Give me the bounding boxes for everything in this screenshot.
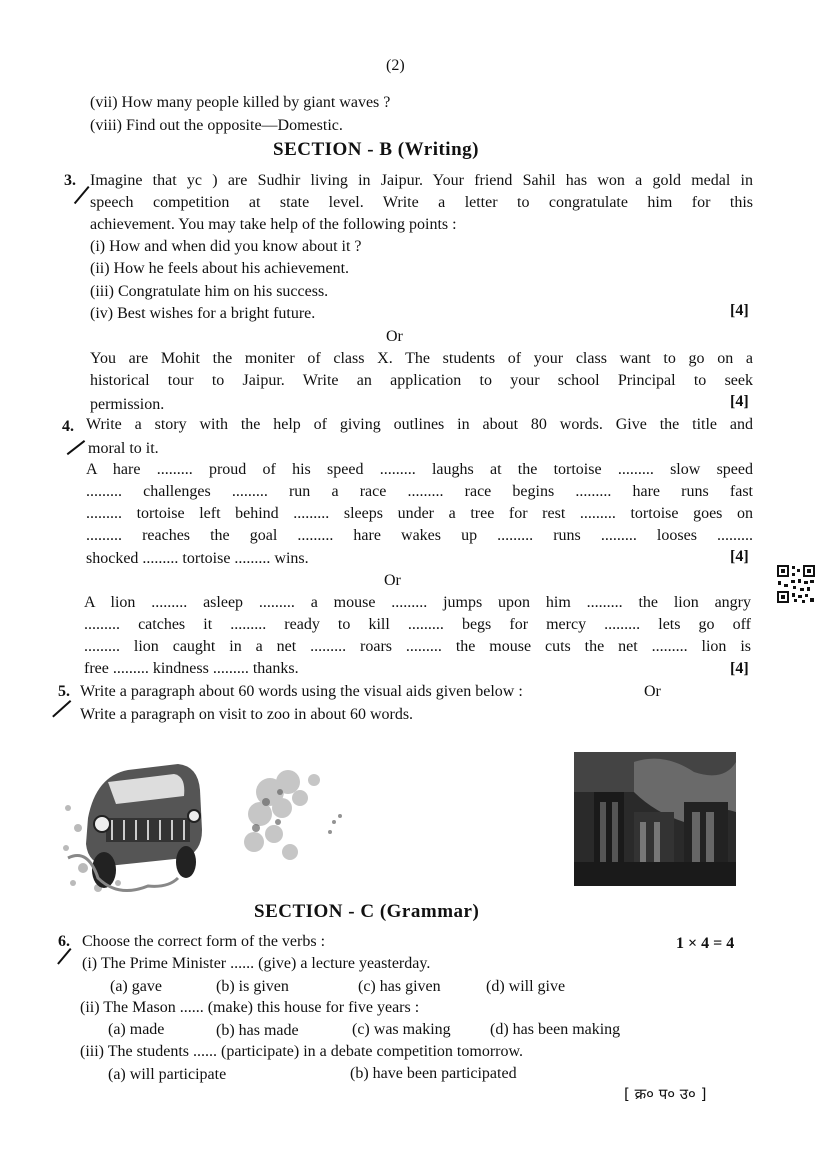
q3-point-3: (iii) Congratulate him on his success. [90, 283, 329, 300]
q5-line-1: Write a paragraph about 60 words using the visual aids given below : [80, 683, 523, 700]
page-number: (2) [386, 57, 405, 74]
q4-story1-line-1: A hare ......... proud of his speed ......... laughs at the tortoise ......... slow speed [86, 461, 753, 478]
q6-item-1-option-b: (b) is given [216, 978, 289, 995]
q6-item-1-question: (i) The Prime Minister ...... (give) a lecture yeasterday. [82, 955, 431, 972]
q3-marks: [4] [730, 302, 749, 319]
q6-item-2-option-d: (d) has been making [490, 1021, 621, 1038]
q4-story2-line-2: ......... catches it ......... ready to kill ......... begs for mercy ......... lets go off [84, 616, 751, 633]
q3-line-1: Imagine that yc ) are Sudhir living in Jaipur. Your friend Sahil has won a gold medal in [90, 172, 753, 189]
q5-or: Or [644, 683, 661, 700]
q6-number: 6. [58, 933, 70, 950]
q6-marks: 1 × 4 = 4 [676, 935, 735, 952]
q5-number: 5. [58, 683, 70, 700]
q3-tick-mark [74, 186, 90, 204]
q4-story1-line-2: ......... challenges ......... run a race ......... race begins ......... hare runs fast [86, 483, 753, 500]
question-vii: (vii) How many people killed by giant waves ? [90, 94, 391, 111]
question-viii: (viii) Find out the opposite—Domestic. [90, 117, 343, 134]
q6-item-3-question: (iii) The students ...... (participate) in a debate competition tomorrow. [80, 1043, 523, 1060]
q3-point-4: (iv) Best wishes for a bright future. [90, 305, 316, 322]
section-b-title: SECTION - B (Writing) [273, 139, 479, 160]
q5-line-2: Write a paragraph on visit to zoo in about 60 words. [80, 706, 414, 723]
q6-item-2-option-b: (b) has made [216, 1022, 299, 1039]
q3-alt-line-2: historical tour to Jaipur. Write an application to your school Principal to seek [90, 372, 753, 389]
q3-line-2: speech competition at state level. Write a letter to congratulate him for this [90, 194, 753, 211]
q3-alt-marks: [4] [730, 393, 749, 410]
q6-item-3-option-b: (b) have been participated [350, 1065, 517, 1082]
q3-alt-line-1: You are Mohit the moniter of class X. The students of your class want to go on a [90, 350, 753, 367]
q4-or: Or [384, 572, 401, 589]
car-picture [58, 748, 208, 898]
q6-item-3-option-a: (a) will participate [108, 1066, 227, 1083]
q4-line-1: Write a story with the help of giving outlines in about 80 words. Give the title and [86, 416, 753, 433]
q4-story1-line-3: ......... tortoise left behind ......... sleeps under a tree for rest ......... tortoise goes on [86, 505, 753, 522]
q3-or: Or [386, 328, 403, 345]
q6-item-1-option-a: (a) gave [110, 978, 162, 995]
page-footer-code: [ क्र० प० उ० ] [624, 1085, 707, 1103]
q4-marks-1: [4] [730, 548, 749, 565]
q6-item-2-option-c: (c) was making [352, 1021, 451, 1038]
q6-item-2-option-a: (a) made [108, 1021, 165, 1038]
q3-number: 3. [64, 172, 76, 189]
q4-tick-mark [67, 440, 86, 455]
q6-item-1-option-d: (d) will give [486, 978, 566, 995]
q4-story2-line-1: A lion ......... asleep ......... a mouse ......... jumps upon him ......... the lion angry [84, 594, 751, 611]
q4-marks-2: [4] [730, 660, 749, 677]
qr-code [776, 564, 816, 604]
section-c-title: SECTION - C (Grammar) [254, 901, 480, 922]
q4-story1-line-4: ......... reaches the goal ......... hare wakes up ......... runs ......... looses ......... [86, 527, 753, 544]
smoke-picture [230, 752, 370, 872]
q3-alt-line-3: permission. [90, 396, 165, 413]
q3-point-1: (i) How and when did you know about it ? [90, 238, 362, 255]
q4-story2-line-4: free ......... kindness ......... thanks. [84, 660, 299, 677]
q3-line-3: achievement. You may take help of the following points : [90, 216, 457, 233]
q4-story1-line-5: shocked ......... tortoise ......... wins. [86, 550, 309, 567]
q4-number: 4. [62, 418, 74, 435]
q6-instruction: Choose the correct form of the verbs : [82, 933, 326, 950]
q4-line-2: moral to it. [88, 440, 159, 457]
factory-picture [574, 752, 736, 886]
q6-item-1-option-c: (c) has given [358, 978, 441, 995]
q6-item-2-question: (ii) The Mason ...... (make) this house for five years : [80, 999, 420, 1016]
q3-point-2: (ii) How he feels about his achievement. [90, 260, 350, 277]
q4-story2-line-3: ......... lion caught in a net ......... roars ......... the mouse cuts the net ......... lion is [84, 638, 751, 655]
